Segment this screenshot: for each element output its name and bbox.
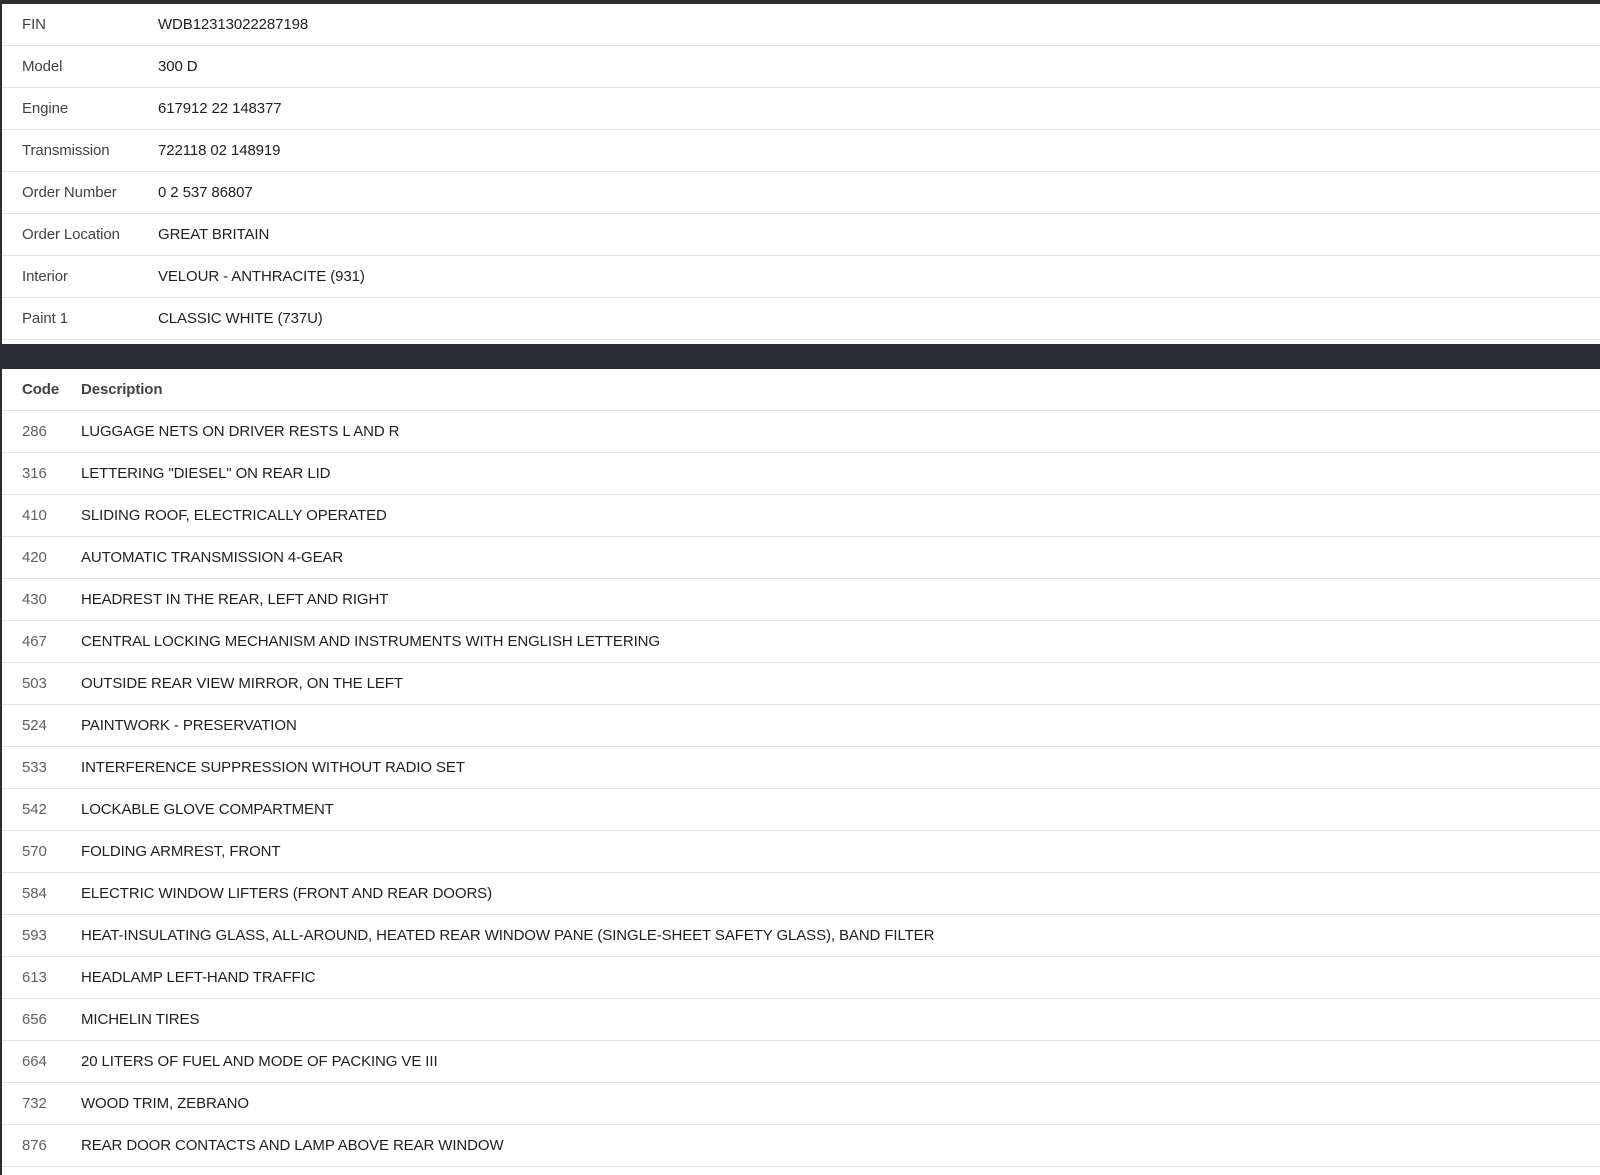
code-cell: 420 xyxy=(22,549,47,566)
description-cell: LOCKABLE GLOVE COMPARTMENT xyxy=(81,801,334,818)
field-value: 0 2 537 86807 xyxy=(158,184,253,201)
code-cell: 664 xyxy=(22,1053,47,1070)
code-cell: 316 xyxy=(22,465,47,482)
field-label: Paint 1 xyxy=(22,310,68,327)
description-cell: SLIDING ROOF, ELECTRICALLY OPERATED xyxy=(81,507,387,524)
code-row xyxy=(2,621,1600,663)
code-cell: 286 xyxy=(22,423,47,440)
code-row xyxy=(2,537,1600,579)
code-row xyxy=(2,1041,1600,1083)
description-cell: LETTERING "DIESEL" ON REAR LID xyxy=(81,465,331,482)
code-cell: 430 xyxy=(22,591,47,608)
code-cell: 533 xyxy=(22,759,47,776)
code-cell: 410 xyxy=(22,507,47,524)
code-cell: 593 xyxy=(22,927,47,944)
field-label: Engine xyxy=(22,100,69,117)
vehicle-info-table xyxy=(2,4,1600,340)
header-code: Code xyxy=(22,381,60,398)
codes-table-header xyxy=(2,369,1600,411)
vehicle-info-row xyxy=(2,130,1600,172)
field-value: 617912 22 148377 xyxy=(158,100,282,117)
code-row xyxy=(2,705,1600,747)
code-cell: 876 xyxy=(22,1137,47,1154)
description-cell: CENTRAL LOCKING MECHANISM AND INSTRUMENTS WITH ENGLISH LETTERING xyxy=(81,633,660,650)
field-label: Transmission xyxy=(22,142,110,159)
datacard-page xyxy=(0,4,1600,1175)
code-cell: 542 xyxy=(22,801,47,818)
field-label: Model xyxy=(22,58,63,75)
description-cell: INTERFERENCE SUPPRESSION WITHOUT RADIO SET xyxy=(81,759,465,776)
description-cell: 20 LITERS OF FUEL AND MODE OF PACKING VE III xyxy=(81,1053,438,1070)
vehicle-info-row xyxy=(2,4,1600,46)
description-cell: ELECTRIC WINDOW LIFTERS (FRONT AND REAR DOORS) xyxy=(81,885,492,902)
code-row xyxy=(2,957,1600,999)
vehicle-info-row xyxy=(2,214,1600,256)
field-value: GREAT BRITAIN xyxy=(158,226,270,243)
description-cell: AUTOMATIC TRANSMISSION 4-GEAR xyxy=(81,549,344,566)
code-row xyxy=(2,579,1600,621)
description-cell: FOLDING ARMREST, FRONT xyxy=(81,843,281,860)
code-row xyxy=(2,831,1600,873)
field-label: Order Location xyxy=(22,226,120,243)
field-value: CLASSIC WHITE (737U) xyxy=(158,310,323,327)
code-cell: 524 xyxy=(22,717,47,734)
code-cell: 656 xyxy=(22,1011,47,1028)
description-cell: HEAT-INSULATING GLASS, ALL-AROUND, HEATED REAR WINDOW PANE (SINGLE-SHEET SAFETY GLASS), BAND FILTER xyxy=(81,927,935,944)
field-label: Interior xyxy=(22,268,68,285)
description-cell: HEADREST IN THE REAR, LEFT AND RIGHT xyxy=(81,591,389,608)
equipment-codes-table xyxy=(2,369,1600,1167)
code-row xyxy=(2,789,1600,831)
field-value: WDB12313022287198 xyxy=(158,16,309,33)
code-cell: 613 xyxy=(22,969,47,986)
description-cell: HEADLAMP LEFT-HAND TRAFFIC xyxy=(81,969,316,986)
header-description: Description xyxy=(81,381,163,398)
field-value: 300 D xyxy=(158,58,198,75)
description-cell: WOOD TRIM, ZEBRANO xyxy=(81,1095,249,1112)
code-cell: 732 xyxy=(22,1095,47,1112)
vehicle-info-row xyxy=(2,256,1600,298)
code-row xyxy=(2,411,1600,453)
code-row xyxy=(2,495,1600,537)
code-row xyxy=(2,453,1600,495)
code-cell: 467 xyxy=(22,633,47,650)
description-cell: MICHELIN TIRES xyxy=(81,1011,200,1028)
description-cell: REAR DOOR CONTACTS AND LAMP ABOVE REAR WINDOW xyxy=(81,1137,504,1154)
field-value: 722118 02 148919 xyxy=(158,142,281,159)
code-cell: 570 xyxy=(22,843,47,860)
code-row xyxy=(2,915,1600,957)
code-cell: 584 xyxy=(22,885,47,902)
code-cell: 503 xyxy=(22,675,47,692)
code-row xyxy=(2,999,1600,1041)
vehicle-info-row xyxy=(2,46,1600,88)
field-label: FIN xyxy=(22,16,46,33)
vehicle-info-row xyxy=(2,88,1600,130)
section-divider-band xyxy=(0,344,1600,369)
code-row xyxy=(2,663,1600,705)
vehicle-info-row xyxy=(2,172,1600,214)
vehicle-info-row xyxy=(2,298,1600,340)
code-row xyxy=(2,747,1600,789)
field-value: VELOUR - ANTHRACITE (931) xyxy=(158,268,365,285)
description-cell: OUTSIDE REAR VIEW MIRROR, ON THE LEFT xyxy=(81,675,403,692)
code-row xyxy=(2,873,1600,915)
code-row xyxy=(2,1083,1600,1125)
description-cell: LUGGAGE NETS ON DRIVER RESTS L AND R xyxy=(81,423,400,440)
description-cell: PAINTWORK - PRESERVATION xyxy=(81,717,297,734)
code-row xyxy=(2,1125,1600,1167)
field-label: Order Number xyxy=(22,184,117,201)
